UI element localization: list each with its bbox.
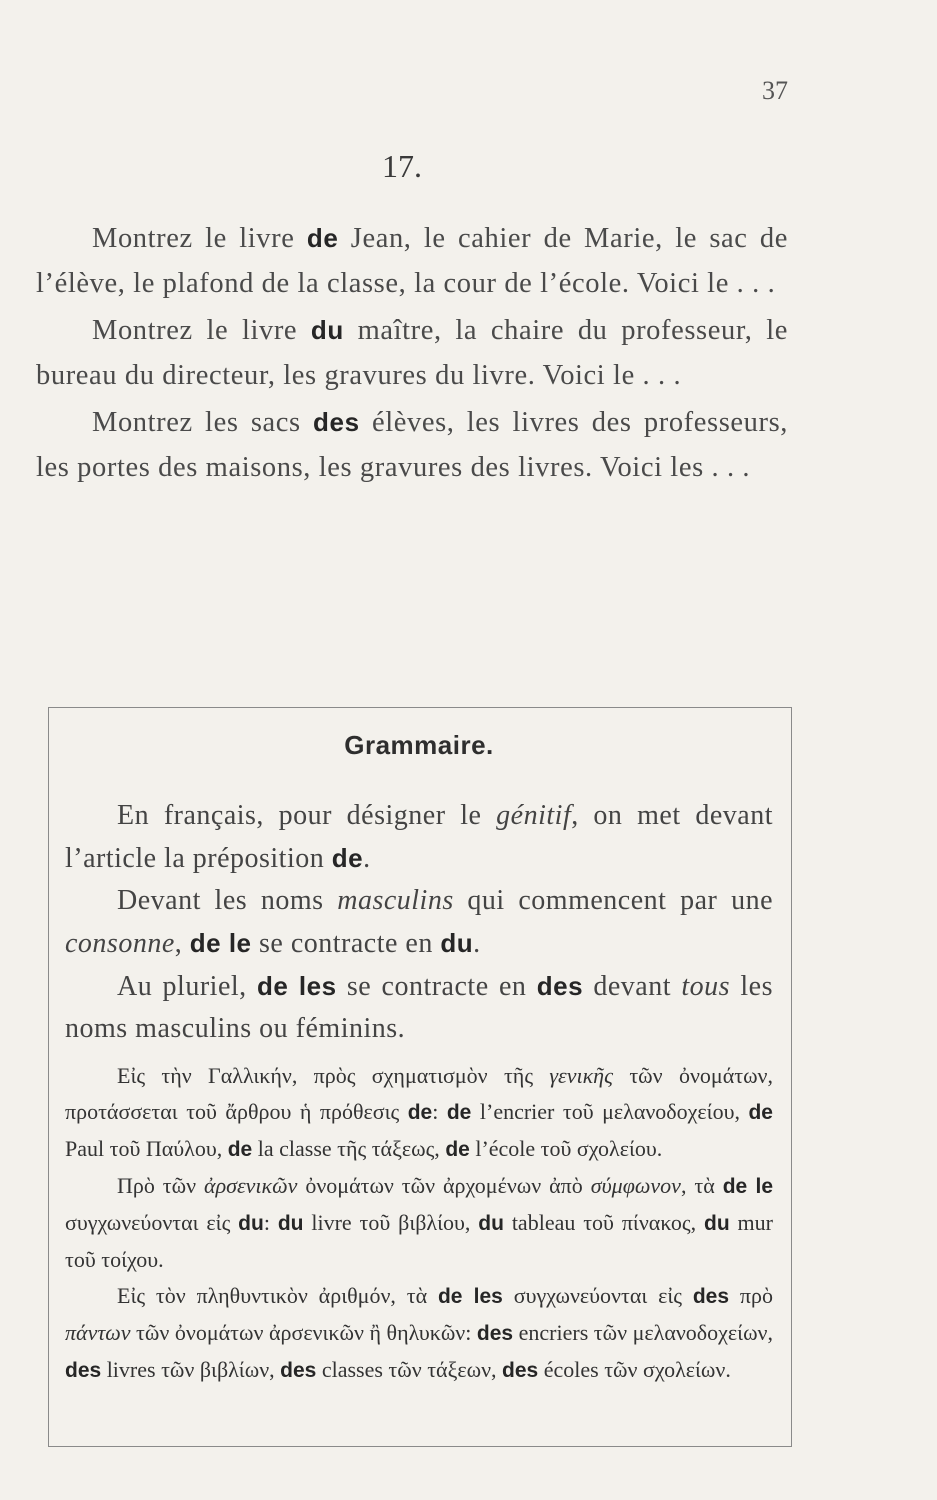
text-run: , τὰ: [680, 1173, 723, 1198]
text-run: l’encrier τοῦ μελανοδοχείου,: [471, 1099, 749, 1124]
keyword: des: [502, 1359, 539, 1382]
keyword: de: [748, 1101, 773, 1124]
keyword: de: [407, 1101, 433, 1124]
text-run: ὀνομάτων τῶν ἀρχομένων ἀπὸ: [297, 1173, 591, 1198]
keyword: des: [476, 1322, 514, 1345]
text-run: livre τοῦ βιβλίου,: [303, 1210, 479, 1235]
text-run: classes τῶν τάξεων,: [316, 1357, 503, 1382]
text-run: :: [263, 1210, 278, 1235]
grammar-rule-gr-2: [65, 1168, 773, 1278]
text-run: Εἰς τὸν πληθυντικὸν ἀριθμόν, τὰ: [117, 1283, 438, 1308]
exercise-text: [36, 216, 788, 490]
keyword: du: [310, 315, 344, 345]
text-run: .: [363, 843, 371, 874]
text-run: livres τῶν βιβλίων,: [101, 1357, 281, 1382]
keyword: de: [446, 1101, 472, 1124]
text-run: l’école τοῦ σχολείου.: [469, 1136, 663, 1161]
text-run: écoles τῶν σχολείων.: [538, 1357, 731, 1382]
text-run: Devant les noms: [117, 885, 338, 916]
keyword: des: [536, 971, 584, 1001]
keyword: de: [227, 1138, 253, 1161]
grammar-rule-gr-1: [65, 1058, 773, 1168]
keyword: de: [445, 1138, 470, 1161]
text-run: τῶν ὀνομάτων ἀρσενικῶν ἢ θηλυκῶν:: [130, 1320, 477, 1345]
text-run: la classe τῆς τάξεως,: [252, 1136, 446, 1161]
text-run: se contracte en: [251, 928, 441, 959]
text-run: πρὸ: [729, 1283, 773, 1308]
text-run: Εἰς τὴν Γαλλικήν, πρὸς σχηματισμὸν τῆς: [117, 1063, 550, 1088]
keyword: de: [331, 843, 364, 873]
italic-term: γενικῆς: [549, 1063, 613, 1088]
italic-term: génitif: [496, 800, 572, 831]
italic-term: σύμφωνον: [590, 1173, 681, 1198]
text-run: les noms masculins ou féminins.: [65, 971, 773, 1044]
italic-term: consonne: [65, 928, 175, 959]
text-run: Paul τοῦ Παύλου,: [65, 1136, 228, 1161]
text-run: συγχωνεύονται εἰς: [65, 1210, 239, 1235]
text-run: tableau τοῦ πίνακος,: [503, 1210, 705, 1235]
keyword: du: [440, 928, 474, 958]
text-run: συγχωνεύονται εἰς: [502, 1283, 693, 1308]
keyword: des: [65, 1359, 102, 1382]
text-run: , on met devant l’article la préposition: [65, 800, 773, 874]
grammar-box: [48, 707, 792, 1447]
text-run: ,: [174, 928, 190, 959]
grammar-rule-fr-1: [65, 795, 773, 880]
text-run: se contracte en: [336, 971, 537, 1002]
grammar-rule-fr-3: [65, 965, 773, 1050]
text-run: Montrez le livre: [92, 223, 307, 254]
keyword: de le: [189, 928, 252, 958]
italic-term: tous: [681, 971, 731, 1002]
grammar-title: Grammaire.: [344, 730, 494, 760]
keyword: du: [704, 1212, 730, 1235]
text-run: :: [432, 1099, 447, 1124]
lesson-number: 17.: [382, 148, 422, 184]
keyword: du: [478, 1212, 504, 1235]
keyword: des: [692, 1285, 730, 1308]
italic-term: πάντων: [65, 1320, 131, 1345]
text-run: mur τοῦ τοίχου.: [65, 1210, 773, 1272]
keyword: de le: [722, 1175, 773, 1198]
grammar-rule-gr-3: [65, 1278, 773, 1389]
keyword: du: [238, 1212, 264, 1235]
keyword: des: [313, 407, 360, 437]
italic-term: masculins: [337, 885, 454, 916]
grammar-rule-fr-2: [65, 880, 773, 965]
text-run: Πρὸ τῶν: [117, 1173, 205, 1198]
keyword: de les: [437, 1285, 503, 1308]
text-run: .: [473, 928, 481, 959]
keyword: du: [277, 1212, 304, 1235]
keyword: de: [306, 223, 339, 253]
text-run: Au pluriel,: [117, 971, 257, 1002]
italic-term: ἀρσενικῶν: [204, 1173, 298, 1198]
text-run: maître, la chaire du professeur, le bureau du directeur, les gravures du livre. Voici le . . .: [36, 315, 788, 391]
text-run: encriers τῶν μελανοδοχείων,: [513, 1320, 774, 1345]
exercise-paragraph-1: [36, 216, 788, 306]
text-run: Montrez les sacs: [92, 407, 314, 438]
exercise-paragraph-3: [36, 400, 788, 490]
text-run: devant: [583, 971, 682, 1002]
keyword: de les: [256, 971, 337, 1001]
text-run: τῶν ὀνομάτων, προτάσσεται τοῦ ἄρθρου ἡ πρόθεσις: [65, 1063, 773, 1124]
text-run: Montrez le livre: [92, 315, 311, 346]
text-run: qui commencent par une: [453, 885, 773, 916]
keyword: des: [280, 1359, 317, 1382]
exercise-paragraph-2: [36, 308, 788, 398]
text-run: Jean, le cahier de Marie, le sac de l’élève, le plafond de la classe, la cour de l’école. Voici le . . .: [36, 223, 788, 299]
text-run: élèves, les livres des professeurs, les portes des maisons, les gravures des livres. Voici les . . .: [36, 407, 789, 483]
text-run: En français, pour désigner le: [117, 800, 497, 831]
page-number: 37: [762, 76, 788, 105]
